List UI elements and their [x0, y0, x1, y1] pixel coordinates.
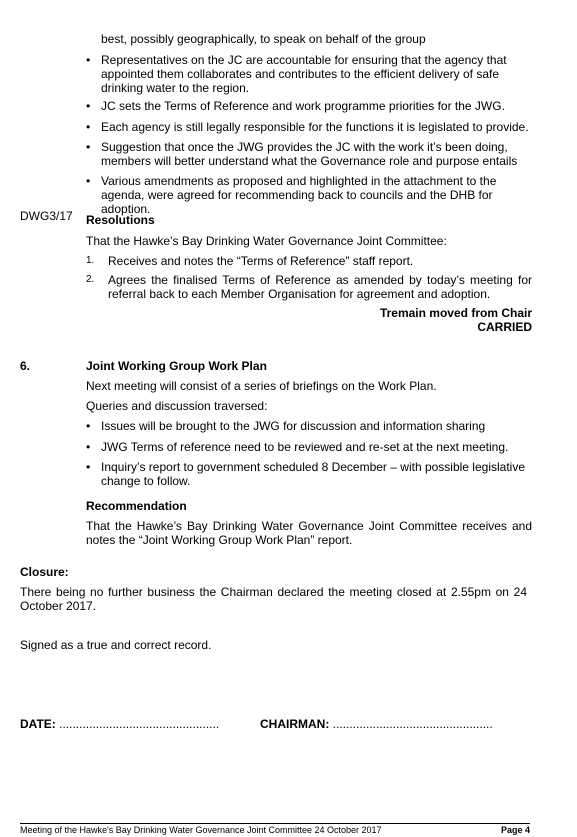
- item-number: 2.: [86, 274, 95, 285]
- chairman-signature: [260, 717, 493, 731]
- recommendation-heading: Recommendation: [86, 499, 187, 513]
- bullet-icon: •: [86, 419, 91, 433]
- footer-text: Meeting of the Hawke's Bay Drinking Water Governance Joint Committee 24 October 2017: [20, 825, 382, 835]
- section-paragraph: Next meeting will consist of a series of briefings on the Work Plan.: [86, 379, 437, 393]
- section-paragraph: Queries and discussion traversed:: [86, 399, 268, 413]
- section-heading: Joint Working Group Work Plan: [86, 359, 267, 373]
- bullet-text: Inquiry’s report to government scheduled 8 December – with possible legislative change to follow.: [101, 460, 526, 488]
- moved-by: Tremain moved from Chair: [379, 306, 532, 320]
- carried-label: CARRIED: [477, 320, 532, 334]
- item-text: Agrees the finalised Terms of Reference as amended by today’s meeting for referral back to each Member Organisation for agreement and adoption.: [108, 273, 532, 301]
- closure-heading: Closure:: [20, 565, 69, 579]
- footer-divider: [20, 823, 530, 824]
- bullet-text: JC sets the Terms of Reference and work programme priorities for the JWG.: [101, 99, 505, 113]
- page-number: Page 4: [500, 825, 530, 835]
- item-text: Receives and notes the “Terms of Reference” staff report.: [108, 254, 414, 268]
- date-signature: [20, 717, 219, 731]
- resolutions-heading: Resolutions: [86, 213, 155, 227]
- date-dots: ................................................: [59, 717, 220, 731]
- bullet-icon: •: [86, 174, 91, 188]
- chairman-label: CHAIRMAN:: [260, 717, 330, 731]
- bullet-text: Suggestion that once the JWG provides the JC with the work it’s been doing, members will better understand what the Governance role and purpose entails: [101, 140, 518, 168]
- signed-text: Signed as a true and correct record.: [20, 638, 212, 652]
- bullet-text: JWG Terms of reference need to be reviewed and re-set at the next meeting.: [101, 440, 509, 454]
- item-number: 1.: [86, 255, 95, 266]
- chairman-dots: ................................................: [332, 717, 493, 731]
- bullet-text: Representatives on the JC are accountable for ensuring that the agency that appointed them collaborates and contributes to the efficient delivery of safe drinking water to the region.: [101, 53, 507, 95]
- section-number: 6.: [20, 359, 31, 373]
- bullet-text: Various amendments as proposed and highlighted in the attachment to the agenda, were agreed for recommending back to councils and the DHB for adoption.: [101, 174, 497, 216]
- bullet-icon: •: [86, 99, 91, 113]
- bullet-text: Issues will be brought to the JWG for discussion and information sharing: [101, 419, 486, 433]
- date-label: DATE:: [20, 717, 56, 731]
- bullet-text: Each agency is still legally responsible for the functions it is legislated to provide.: [101, 120, 529, 134]
- bullet-icon: •: [86, 440, 91, 454]
- bullet-icon: •: [86, 140, 91, 154]
- recommendation-text: That the Hawke’s Bay Drinking Water Governance Joint Committee receives and notes the “Joint Working Group Work Plan” report.: [86, 519, 532, 547]
- bullet-icon: •: [86, 120, 91, 134]
- bullet-icon: •: [86, 53, 91, 67]
- bullet-icon: •: [86, 460, 91, 474]
- resolutions-intro: That the Hawke’s Bay Drinking Water Governance Joint Committee:: [86, 234, 447, 248]
- closure-text: There being no further business the Chairman declared the meeting closed at 2.55pm on 24 October 2017.: [20, 585, 527, 613]
- resolution-reference: DWG3/17: [20, 209, 73, 223]
- continuation-text: best, possibly geographically, to speak on behalf of the group: [101, 32, 426, 46]
